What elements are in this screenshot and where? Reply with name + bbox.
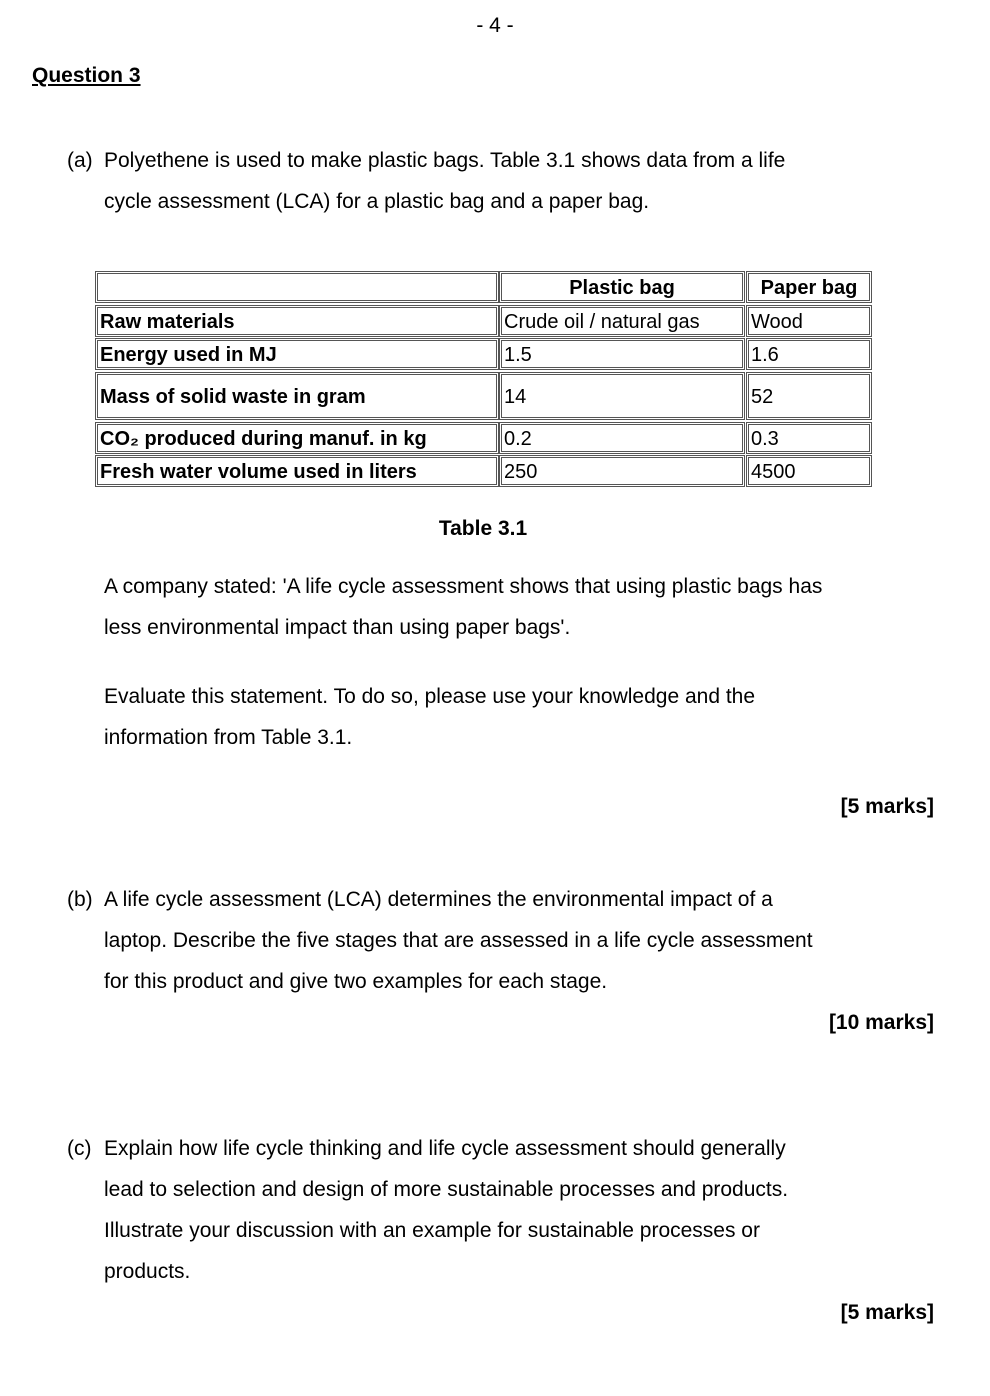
table-row-label: Raw materials <box>97 307 497 335</box>
table-cell-plastic: Crude oil / natural gas <box>501 307 743 335</box>
table-cell-plastic: 0.2 <box>501 424 743 452</box>
table-cell-plastic: 250 <box>501 457 743 485</box>
table-row-label: Fresh water volume used in liters <box>97 457 497 485</box>
table-cell-plastic: 14 <box>501 374 743 418</box>
part-c-line3: Illustrate your discussion with an example for sustainable processes or <box>104 1219 760 1242</box>
evaluate-instruction <box>104 676 934 758</box>
table-cell-paper: 0.3 <box>748 424 870 452</box>
part-a-intro-line2: cycle assessment (LCA) for a plastic bag and a paper bag. <box>104 190 650 213</box>
evaluate-line1: Evaluate this statement. To do so, please use your knowledge and the <box>104 685 756 708</box>
part-b-line2: laptop. Describe the five stages that are assessed in a life cycle assessment <box>104 929 813 952</box>
part-c-line1: Explain how life cycle thinking and life cycle assessment should generally <box>104 1137 786 1160</box>
part-b-line1: A life cycle assessment (LCA) determines the environmental impact of a <box>104 888 773 911</box>
part-a-intro-line1: Polyethene is used to make plastic bags. Table 3.1 shows data from a life <box>104 149 786 172</box>
part-a-marks: [5 marks] <box>840 795 934 818</box>
question-title: Question 3 <box>32 64 141 87</box>
table-cell-paper: 1.6 <box>748 340 870 368</box>
part-b-marks: [10 marks] <box>828 1011 934 1034</box>
table-cell-paper: 52 <box>748 374 870 418</box>
part-b <box>0 879 990 1009</box>
part-c <box>0 1128 990 1298</box>
part-b-line3: for this product and give two examples for each stage. <box>104 970 608 993</box>
table-header-paper: Paper bag <box>748 273 870 301</box>
table-cell-paper: 4500 <box>748 457 870 485</box>
evaluate-line2: information from Table 3.1. <box>104 726 353 749</box>
part-a-label: (a) <box>67 149 93 172</box>
table-row-label: Mass of solid waste in gram <box>97 374 497 418</box>
company-statement <box>104 566 934 648</box>
table-caption: Table 3.1 <box>438 517 528 540</box>
part-c-marks: [5 marks] <box>840 1301 934 1324</box>
table-row-label: Energy used in MJ <box>97 340 497 368</box>
statement-line2: less environmental impact than using paper bags'. <box>104 616 571 639</box>
table-cell-plastic: 1.5 <box>501 340 743 368</box>
table-row-label: CO₂ produced during manuf. in kg <box>97 424 497 452</box>
table-header-empty <box>97 273 497 301</box>
lca-table <box>0 0 990 500</box>
table-header-plastic: Plastic bag <box>501 273 743 301</box>
statement-line1: A company stated: 'A life cycle assessment shows that using plastic bags has <box>104 575 823 598</box>
part-c-line2: lead to selection and design of more sustainable processes and products. <box>104 1178 789 1201</box>
part-c-line4: products. <box>104 1260 191 1283</box>
part-c-label: (c) <box>67 1137 92 1160</box>
part-b-label: (b) <box>67 888 93 911</box>
page-number: - 4 - <box>476 14 514 37</box>
table-cell-paper: Wood <box>748 307 870 335</box>
